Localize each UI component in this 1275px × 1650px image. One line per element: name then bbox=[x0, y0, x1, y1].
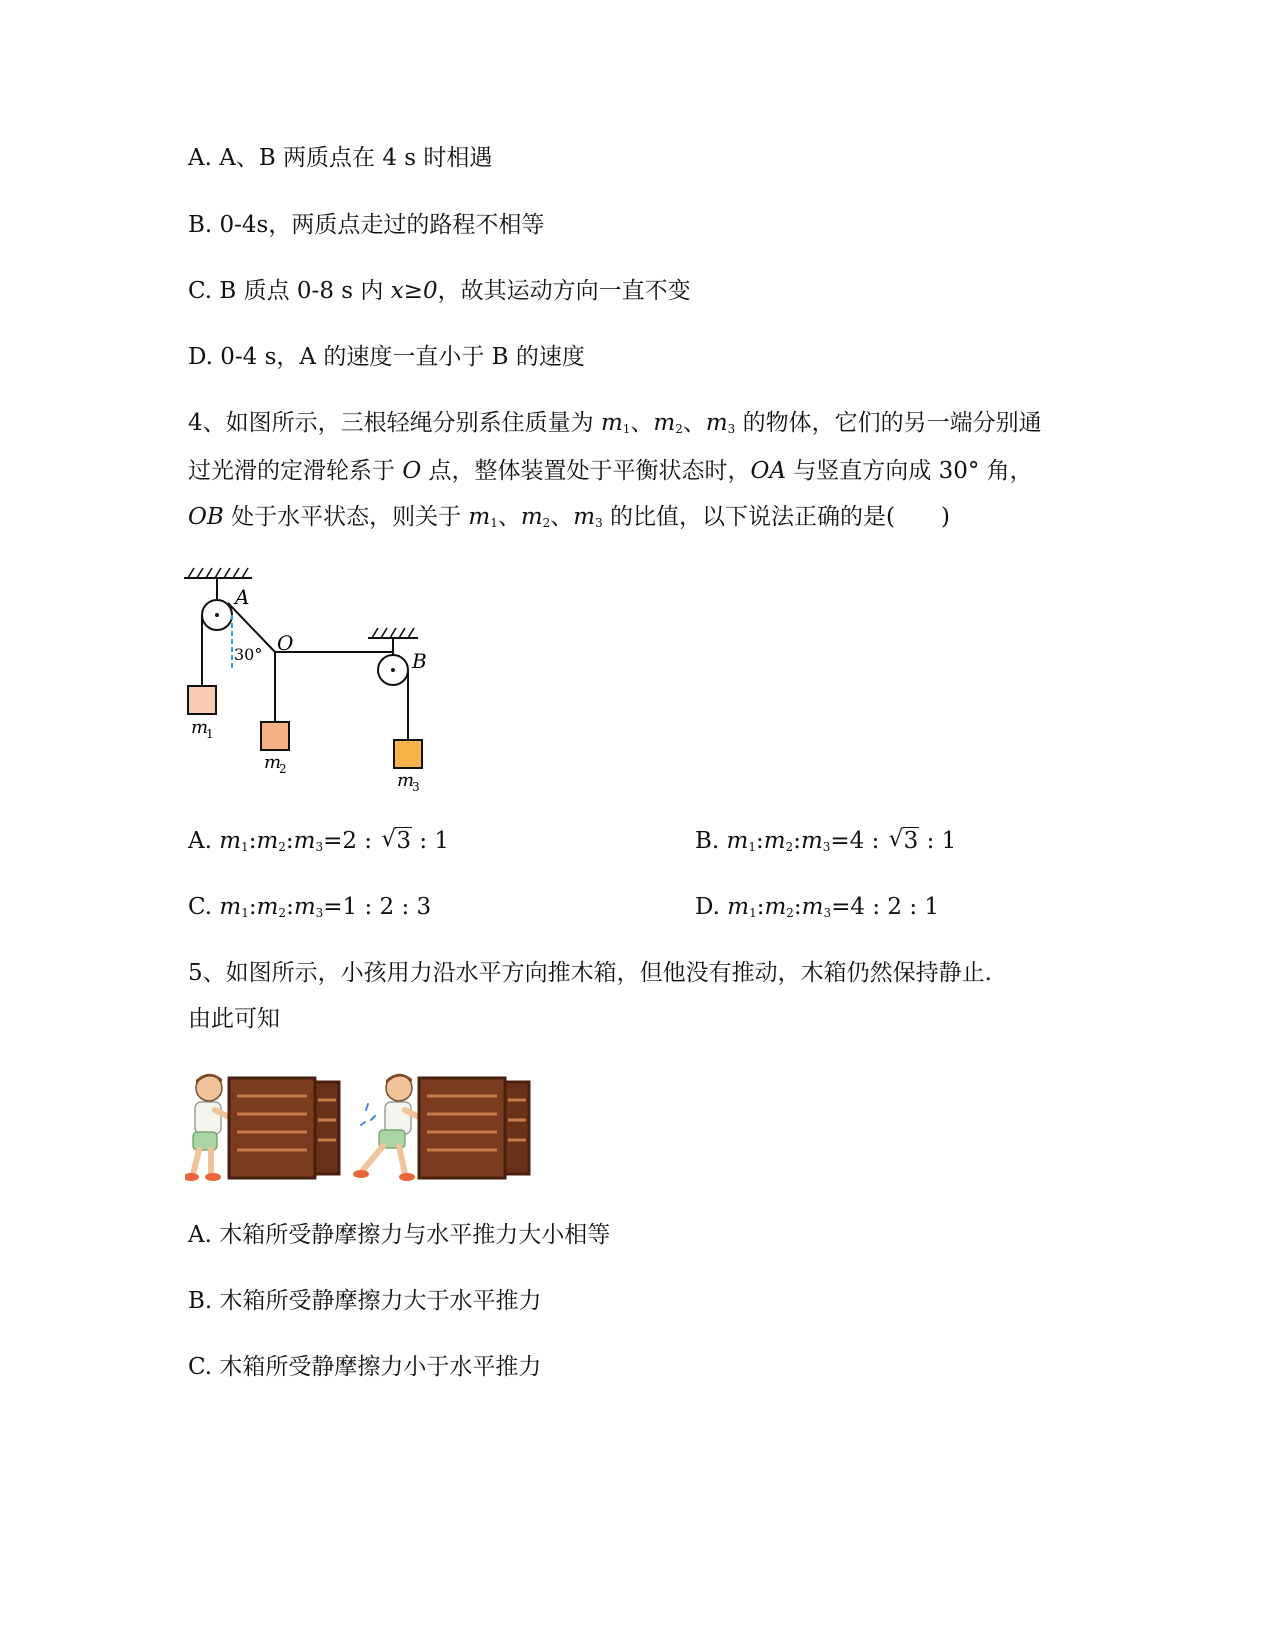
q3-option-d: D. 0-4 s，A 的速度一直小于 B 的速度 bbox=[188, 344, 585, 370]
svg-text:m: m bbox=[191, 717, 209, 738]
q4-stem-line2: 过光滑的定滑轮系于 O 点，整体装置处于平衡状态时，OA 与竖直方向成 30° 角， bbox=[188, 458, 1033, 484]
mass-box-m2 bbox=[261, 722, 289, 750]
child-figure-1 bbox=[185, 1074, 231, 1181]
q4-option-c: C. $m_1:m_2:m_3=1$ : 2 : 3 bbox=[188, 894, 432, 920]
svg-text:2: 2 bbox=[279, 762, 287, 776]
svg-text:m: m bbox=[264, 752, 282, 773]
label-A: A bbox=[235, 585, 250, 609]
q5-stem-line2: 由此可知 bbox=[188, 1006, 280, 1032]
child-pushing-crate-illustration bbox=[185, 1070, 555, 1188]
svg-text:3: 3 bbox=[412, 780, 420, 794]
q4-option-a: A. $m_1:m_2:m_3=2$ : √ 3 : 1 bbox=[188, 826, 449, 862]
q3-option-b: B. 0-4s，两质点走过的路程不相等 bbox=[188, 212, 545, 238]
q5-stem-line1: 5、如图所示，小孩用力沿水平方向推木箱，但他没有推动，木箱仍然保持静止. bbox=[188, 960, 992, 986]
mass-box-m1 bbox=[188, 686, 216, 714]
q5-option-c: C. 木箱所受静摩擦力小于水平推力 bbox=[188, 1354, 542, 1380]
svg-text:1: 1 bbox=[206, 727, 214, 741]
wooden-crate-2 bbox=[419, 1078, 529, 1178]
q3-option-c: C. B 质点 0-8 s 内 x≥0，故其运动方向一直不变 bbox=[188, 278, 691, 304]
label-O: O bbox=[277, 631, 294, 655]
q4-option-b: B. $m_1:m_2:m_3=4$ : √ 3 : 1 bbox=[695, 826, 956, 862]
q3-option-a: A. A、B 两质点在 4 s 时相遇 bbox=[188, 145, 493, 171]
label-angle: 30° bbox=[234, 645, 263, 664]
label-m1 bbox=[191, 717, 214, 741]
svg-text:m: m bbox=[397, 770, 415, 791]
label-m2 bbox=[264, 752, 287, 776]
q5-option-b: B. 木箱所受静摩擦力大于水平推力 bbox=[188, 1288, 542, 1314]
mass-box-m3 bbox=[394, 740, 422, 768]
q4-stem-line1: 4、如图所示，三根轻绳分别系住质量为 $m_1$、$m_2$、$m_3$ 的物体，它们的另一端分别通 bbox=[188, 410, 1042, 436]
label-B: B bbox=[412, 649, 427, 673]
q4-stem-line3: OB 处于水平状态，则关于 $m_1$、$m_2$、$m_3$ 的比值，以下说法正确的是( ) bbox=[188, 504, 951, 530]
child-figure-2 bbox=[353, 1074, 421, 1181]
label-m3 bbox=[397, 770, 420, 794]
q5-option-a: A. 木箱所受静摩擦力与水平推力大小相等 bbox=[188, 1222, 611, 1248]
sweat-drops-icon bbox=[361, 1104, 375, 1125]
wooden-crate-1 bbox=[229, 1078, 339, 1178]
pulley-diagram bbox=[180, 560, 450, 800]
q4-option-d: D. $m_1:m_2:m_3=4$ : 2 : 1 bbox=[695, 894, 940, 920]
